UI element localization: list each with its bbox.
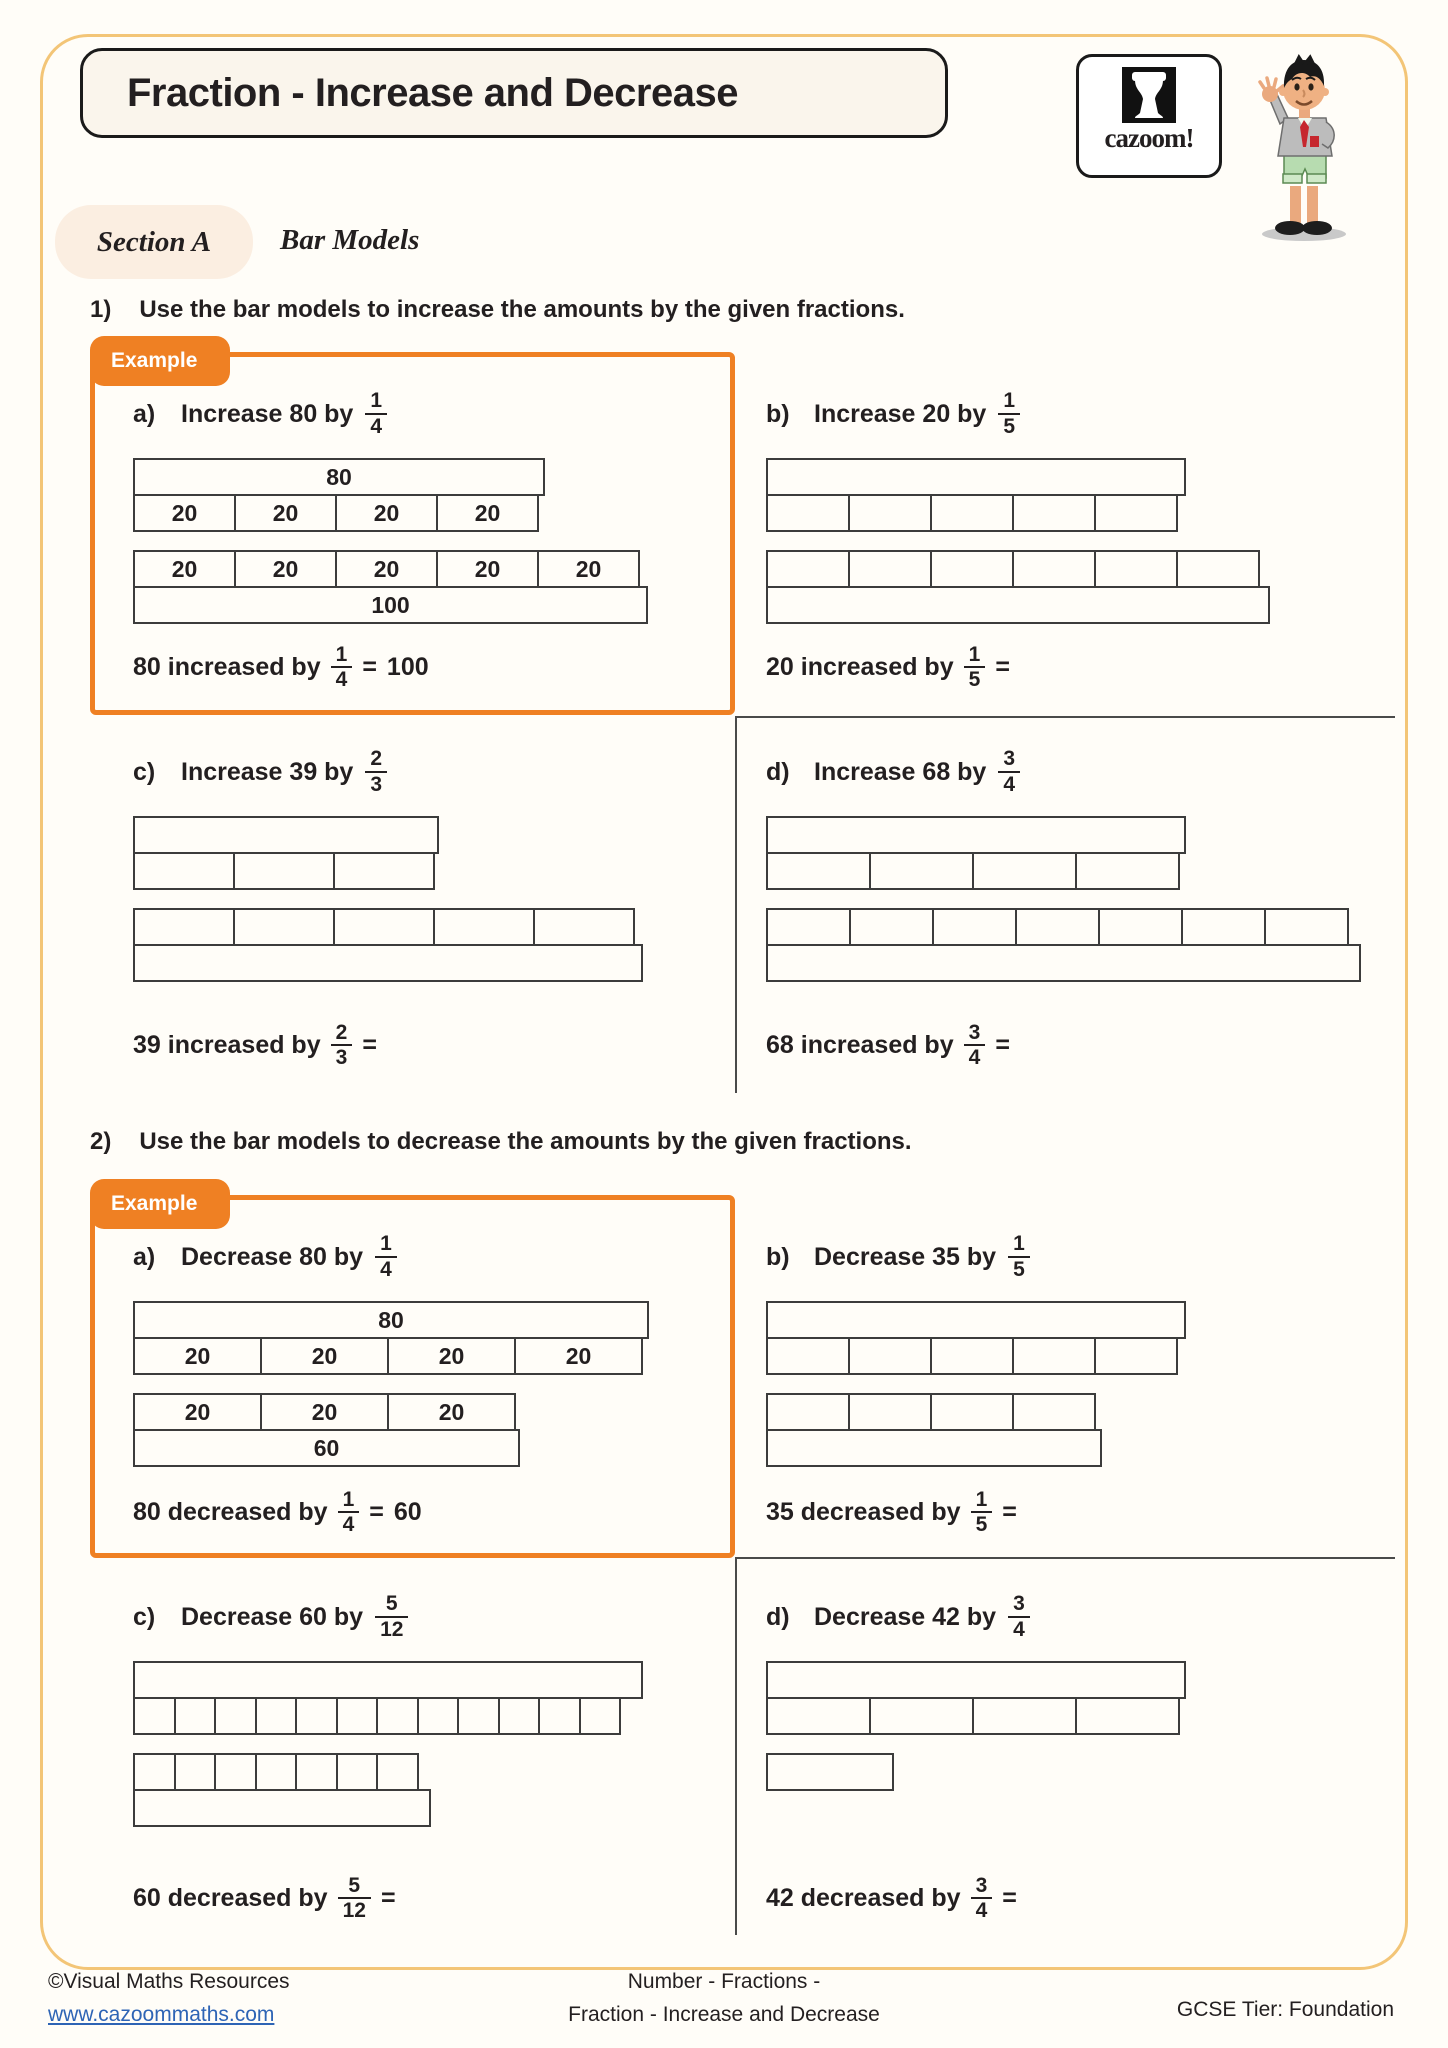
bar-model-row <box>133 1393 753 1431</box>
fraction <box>1008 1232 1030 1281</box>
fraction <box>964 643 986 692</box>
bar-model-row <box>766 458 1386 496</box>
part-label <box>133 382 753 446</box>
part-1d <box>766 740 1386 1070</box>
divider-q2-horizontal <box>735 1557 1395 1559</box>
bar-cell <box>766 1753 894 1791</box>
bar-model-row <box>766 852 1386 890</box>
bar-model-row <box>766 1697 1386 1735</box>
bar-cell <box>255 1753 298 1791</box>
bar-cell <box>766 586 1270 624</box>
bar-cell <box>417 1697 460 1735</box>
fraction <box>1008 1592 1030 1641</box>
bar-cell <box>376 1697 419 1735</box>
bar-cell <box>174 1753 217 1791</box>
bar-model-row <box>766 494 1386 532</box>
bar-model-row <box>766 1429 1386 1467</box>
bar-cell <box>1075 852 1180 890</box>
section-title: Bar Models <box>280 224 420 256</box>
bar-cell <box>133 1753 176 1791</box>
part-label <box>133 1585 753 1649</box>
section-label-pill <box>55 205 253 279</box>
footer-topic-line2: Fraction - Increase and Decrease <box>568 2002 880 2026</box>
bar-cell: 20 <box>537 550 640 588</box>
bar-cell <box>972 852 1077 890</box>
fraction-denominator: 4 <box>971 1897 993 1923</box>
cazoom-logo-text: cazoom! <box>1104 123 1194 153</box>
fraction-denominator: 4 <box>1008 1616 1030 1642</box>
fraction-numerator: 2 <box>370 747 383 771</box>
fraction <box>998 747 1020 796</box>
statement-text: 80 increased by <box>133 652 321 681</box>
part-letter: d) <box>766 757 790 786</box>
bar-cell <box>1264 908 1349 946</box>
part-label <box>766 382 1386 446</box>
bar-cell <box>766 908 851 946</box>
answer-statement <box>766 1874 1017 1923</box>
fraction-numerator: 5 <box>385 1592 398 1616</box>
part-text: Increase 20 by <box>814 399 987 428</box>
bar-cell <box>376 1753 419 1791</box>
worksheet-header <box>80 48 948 138</box>
fraction-denominator: 3 <box>331 1044 353 1070</box>
answer-statement <box>133 1874 396 1923</box>
fraction-numerator: 1 <box>342 1487 355 1511</box>
part-letter: d) <box>766 1602 790 1631</box>
part-letter: b) <box>766 399 790 428</box>
bar-model <box>133 1393 753 1467</box>
bar-model <box>133 458 753 532</box>
cazoom-drum-icon <box>1122 67 1176 123</box>
bar-model-row <box>133 1661 753 1699</box>
bar-cell <box>233 908 335 946</box>
question-2-header <box>90 1128 1340 1156</box>
bar-cell <box>233 852 335 890</box>
example-tab-q2 <box>90 1179 230 1229</box>
bar-model-row <box>766 1337 1386 1375</box>
bar-model <box>766 550 1386 624</box>
part-text: Increase 68 by <box>814 757 987 786</box>
cazoom-logo <box>1076 54 1222 178</box>
bar-cell <box>766 1393 850 1431</box>
fraction-numerator: 3 <box>975 1873 988 1897</box>
footer-copyright: ©Visual Maths Resources <box>48 1970 290 1993</box>
part-label <box>766 740 1386 804</box>
bar-cell: 20 <box>514 1337 643 1375</box>
footer-topic-line1: Number - Fractions - <box>627 1970 821 1993</box>
bar-cell <box>766 1337 850 1375</box>
fraction-denominator: 4 <box>998 771 1020 797</box>
bar-model <box>766 1301 1386 1375</box>
bar-model-row <box>766 1753 1386 1791</box>
fraction <box>365 389 387 438</box>
fraction-numerator: 1 <box>370 389 383 413</box>
bar-cell: 20 <box>133 1337 262 1375</box>
bar-cell <box>1181 908 1266 946</box>
bar-cell <box>766 1301 1186 1339</box>
fraction-numerator: 1 <box>1003 389 1016 413</box>
answer-statement <box>133 1488 422 1537</box>
bar-cell <box>133 1697 176 1735</box>
fraction-numerator: 1 <box>968 642 981 666</box>
footer-website-link[interactable]: www.cazoommaths.com <box>48 2002 275 2026</box>
equals-sign: = <box>369 1497 384 1526</box>
bar-model-row <box>766 1393 1386 1431</box>
part-2d <box>766 1585 1386 1923</box>
bar-cell <box>766 816 1186 854</box>
bar-model-row <box>133 586 753 624</box>
bar-cell <box>255 1697 298 1735</box>
part-label <box>766 1225 1386 1289</box>
fraction-numerator: 3 <box>1003 747 1016 771</box>
bar-model-row <box>766 944 1386 982</box>
bar-cell <box>848 1337 932 1375</box>
question-1-number: 1) <box>90 296 112 323</box>
bar-cell <box>1094 1337 1178 1375</box>
bar-model <box>766 1661 1386 1735</box>
bar-cell <box>766 550 850 588</box>
bar-cell <box>214 1697 257 1735</box>
bar-cell: 20 <box>387 1337 516 1375</box>
part-label <box>133 1225 753 1289</box>
part-letter: c) <box>133 757 156 786</box>
bar-cell <box>1098 908 1183 946</box>
fraction-numerator: 1 <box>335 642 348 666</box>
bar-cell <box>433 908 535 946</box>
bar-cell <box>133 1661 643 1699</box>
bar-cell <box>333 908 435 946</box>
equals-sign: = <box>362 652 377 681</box>
bar-cell <box>848 494 932 532</box>
bar-cell: 20 <box>260 1393 389 1431</box>
bar-model-row <box>766 1301 1386 1339</box>
equals-sign: = <box>380 1883 396 1912</box>
section-label: Section A <box>96 225 212 258</box>
bar-model-row <box>766 908 1386 946</box>
part-1a <box>133 382 753 692</box>
part-letter: b) <box>766 1242 790 1271</box>
bar-cell <box>849 908 934 946</box>
bar-model <box>133 1753 753 1827</box>
bar-cell: 20 <box>133 494 236 532</box>
bar-cell <box>457 1697 500 1735</box>
bar-model-row <box>766 550 1386 588</box>
bar-cell: 80 <box>133 1301 649 1339</box>
fraction <box>971 1488 993 1537</box>
answer-statement <box>766 1021 1010 1070</box>
fraction-numerator: 1 <box>1013 1232 1025 1256</box>
fraction-numerator: 3 <box>968 1020 981 1044</box>
part-letter: a) <box>133 1242 156 1271</box>
fraction-denominator: 4 <box>338 1511 360 1537</box>
bar-model-row <box>133 1789 753 1827</box>
part-label <box>766 1585 1386 1649</box>
bar-cell <box>579 1697 622 1735</box>
bar-model-row <box>133 1301 753 1339</box>
bar-model-row <box>133 1697 753 1735</box>
statement-text: 20 increased by <box>766 652 954 681</box>
bar-cell <box>133 944 643 982</box>
fraction <box>331 643 353 692</box>
part-1c <box>133 740 753 1070</box>
equals-sign: = <box>362 1030 377 1059</box>
bar-cell <box>869 852 974 890</box>
bar-model-row <box>133 458 753 496</box>
bar-cell: 20 <box>335 550 438 588</box>
bar-model-row <box>133 494 753 532</box>
example-tab-q1 <box>90 336 230 386</box>
equals-sign: = <box>1002 1497 1017 1526</box>
bar-cell: 20 <box>436 550 539 588</box>
bar-cell <box>930 1393 1014 1431</box>
fraction-denominator: 5 <box>971 1511 993 1537</box>
bar-cell <box>336 1697 379 1735</box>
fraction <box>331 1021 353 1070</box>
bar-cell: 20 <box>133 550 236 588</box>
part-text: Decrease 60 by <box>181 1602 364 1631</box>
boy-mascot-illustration <box>1240 48 1366 244</box>
bar-cell <box>869 1697 974 1735</box>
bar-cell: 20 <box>133 1393 262 1431</box>
bar-model <box>766 816 1386 890</box>
bar-model-row <box>133 1337 753 1375</box>
bar-cell <box>766 1661 1186 1699</box>
fraction-denominator: 4 <box>964 1044 986 1070</box>
fraction-denominator: 4 <box>375 1256 397 1282</box>
bar-cell <box>766 852 871 890</box>
fraction <box>338 1874 371 1923</box>
footer-tier: GCSE Tier: Foundation <box>1176 1998 1394 2021</box>
bar-cell <box>133 908 235 946</box>
bar-cell <box>133 816 439 854</box>
fraction-denominator: 5 <box>998 413 1020 439</box>
fraction-numerator: 1 <box>380 1232 392 1256</box>
statement-text: 35 decreased by <box>766 1497 961 1526</box>
question-1-prompt: Use the bar models to increase the amounts by the given fractions. <box>139 296 905 323</box>
fraction-denominator: 4 <box>365 413 387 439</box>
bar-cell <box>766 494 850 532</box>
bar-cell: 80 <box>133 458 545 496</box>
answer-statement <box>133 1021 377 1070</box>
statement-text: 80 decreased by <box>133 1497 328 1526</box>
answer-statement <box>766 643 1010 692</box>
bar-cell <box>538 1697 581 1735</box>
fraction-denominator: 4 <box>331 666 353 692</box>
bar-cell <box>1012 1337 1096 1375</box>
bar-model-row <box>133 550 753 588</box>
bar-cell <box>133 1789 431 1827</box>
bar-cell: 20 <box>436 494 539 532</box>
bar-model <box>133 816 753 890</box>
bar-cell: 100 <box>133 586 648 624</box>
answer-statement <box>766 1488 1017 1537</box>
bar-cell <box>766 1697 871 1735</box>
bar-cell <box>848 1393 932 1431</box>
bar-cell <box>766 944 1361 982</box>
bar-cell <box>1094 494 1178 532</box>
bar-cell: 20 <box>387 1393 516 1431</box>
bar-cell <box>498 1697 541 1735</box>
part-label <box>133 740 753 804</box>
bar-model-row <box>133 908 753 946</box>
bar-cell: 20 <box>335 494 438 532</box>
bar-model-row <box>133 944 753 982</box>
equals-sign: = <box>1002 1883 1017 1912</box>
bar-cell <box>214 1753 257 1791</box>
equals-sign: = <box>995 652 1010 681</box>
bar-model-row <box>133 1429 753 1467</box>
fraction-denominator: 12 <box>375 1616 408 1642</box>
fraction-numerator: 2 <box>335 1020 348 1044</box>
bar-cell <box>174 1697 217 1735</box>
bar-cell: 20 <box>234 550 337 588</box>
bar-cell <box>333 852 435 890</box>
part-2c <box>133 1585 753 1923</box>
bar-cell <box>1015 908 1100 946</box>
bar-cell <box>1094 550 1178 588</box>
bar-model-row <box>133 1753 753 1791</box>
bar-model <box>133 908 753 982</box>
bar-cell <box>848 550 932 588</box>
fraction <box>375 1232 397 1281</box>
bar-cell <box>972 1697 1077 1735</box>
bar-cell <box>1012 550 1096 588</box>
divider-q1-horizontal <box>735 716 1395 718</box>
fraction <box>998 389 1020 438</box>
fraction <box>375 1592 408 1641</box>
part-2b <box>766 1225 1386 1537</box>
statement-text: 68 increased by <box>766 1030 954 1059</box>
fraction-numerator: 5 <box>348 1873 361 1897</box>
fraction-numerator: 3 <box>1013 1592 1025 1616</box>
question-2-prompt: Use the bar models to decrease the amounts by the given fractions. <box>139 1128 912 1155</box>
bar-cell: 60 <box>133 1429 520 1467</box>
part-letter: a) <box>133 399 156 428</box>
statement-text: 42 decreased by <box>766 1883 961 1912</box>
answer-statement <box>133 643 429 692</box>
bar-cell <box>766 1429 1102 1467</box>
bar-cell <box>533 908 635 946</box>
bar-cell <box>930 1337 1014 1375</box>
statement-text: 60 decreased by <box>133 1883 328 1912</box>
part-2a <box>133 1225 753 1537</box>
bar-model <box>766 908 1386 982</box>
bar-cell <box>930 494 1014 532</box>
bar-model <box>766 1393 1386 1467</box>
bar-model-row <box>133 816 753 854</box>
bar-model <box>766 1753 1386 1791</box>
bar-model <box>133 1661 753 1735</box>
part-text: Decrease 35 by <box>814 1242 997 1271</box>
part-1b <box>766 382 1386 692</box>
part-text: Increase 80 by <box>181 399 354 428</box>
statement-result: 100 <box>386 652 429 681</box>
bar-cell <box>336 1753 379 1791</box>
question-1-header <box>90 296 1340 324</box>
bar-cell <box>133 852 235 890</box>
fraction-numerator: 1 <box>975 1487 988 1511</box>
bar-model <box>133 550 753 624</box>
fraction-denominator: 5 <box>964 666 986 692</box>
example-tab-label: Example <box>111 349 198 372</box>
bar-cell <box>1012 494 1096 532</box>
fraction <box>338 1488 360 1537</box>
page-title: Fraction - Increase and Decrease <box>127 70 738 115</box>
bar-model-row <box>766 586 1386 624</box>
fraction <box>964 1021 986 1070</box>
fraction-denominator: 3 <box>365 771 387 797</box>
bar-cell <box>1075 1697 1180 1735</box>
part-letter: c) <box>133 1602 156 1631</box>
statement-result: 60 <box>393 1497 422 1526</box>
equals-sign: = <box>995 1030 1010 1059</box>
bar-cell <box>932 908 1017 946</box>
part-text: Decrease 80 by <box>181 1242 364 1271</box>
statement-text: 39 increased by <box>133 1030 321 1059</box>
bar-cell <box>930 550 1014 588</box>
bar-cell <box>295 1697 338 1735</box>
bar-cell: 20 <box>260 1337 389 1375</box>
bar-cell: 20 <box>234 494 337 532</box>
fraction <box>365 747 387 796</box>
bar-cell <box>1012 1393 1096 1431</box>
bar-model <box>766 458 1386 532</box>
fraction <box>971 1874 993 1923</box>
bar-cell <box>1176 550 1260 588</box>
bar-model-row <box>766 816 1386 854</box>
bar-cell <box>766 458 1186 496</box>
bar-model-row <box>133 852 753 890</box>
bar-model <box>133 1301 753 1375</box>
part-text: Decrease 42 by <box>814 1602 997 1631</box>
fraction-denominator: 5 <box>1008 1256 1030 1282</box>
bar-cell <box>295 1753 338 1791</box>
example-tab-label: Example <box>111 1192 198 1215</box>
question-2-number: 2) <box>90 1128 112 1155</box>
bar-model-row <box>766 1661 1386 1699</box>
fraction-denominator: 12 <box>338 1897 371 1923</box>
part-text: Increase 39 by <box>181 757 354 786</box>
